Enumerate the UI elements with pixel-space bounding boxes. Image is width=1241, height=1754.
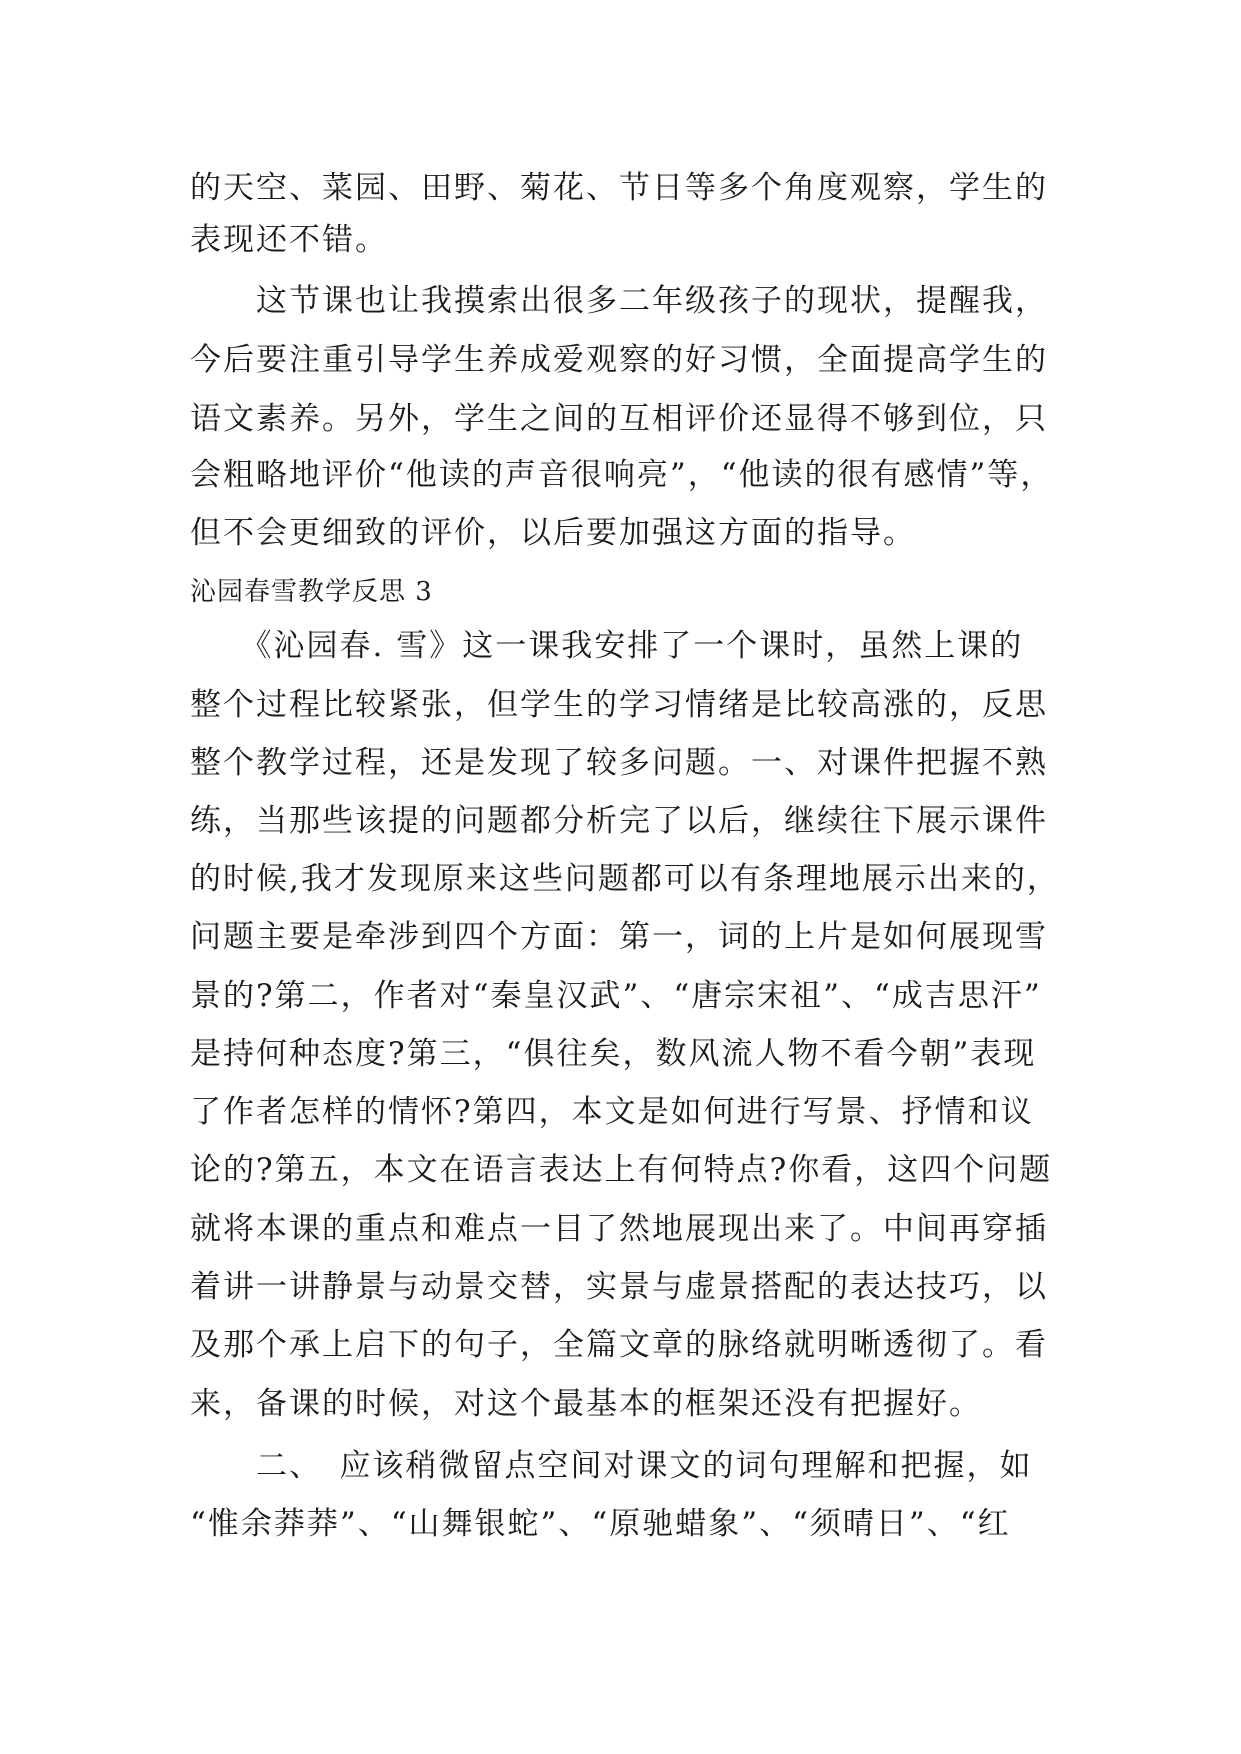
text-line: 问题主要是牵涉到四个方面：第一，词的上片是如何展现雪: [190, 919, 1048, 955]
text-line: 及那个承上启下的句子，全篇文章的脉络就明晰透彻了。看: [190, 1327, 1048, 1363]
text-line: 练，当那些该提的问题都分析完了以后，继续往下展示课件: [190, 803, 1048, 839]
text-line: 的时候,我才发现原来这些问题都可以有条理地展示出来的，: [190, 861, 1060, 897]
text-line: 来，备课的时候，对这个最基本的框架还没有把握好。: [190, 1386, 982, 1422]
text-line: 论的?第五，本文在语言表达上有何特点?你看，这四个问题: [190, 1152, 1053, 1188]
text-line: 语文素养。另外，学生之间的互相评价还显得不够到位，只: [190, 401, 1048, 437]
text-line: 这节课也让我摸索出很多二年级孩子的现状，提醒我，: [190, 283, 1048, 319]
text-line: “惟余莽莽”、“山舞银蛇”、“原驰蜡象”、“须晴日”、“红: [190, 1506, 1011, 1542]
section-heading: 沁园春雪教学反思 3: [190, 577, 433, 607]
text-line: 着讲一讲静景与动景交替，实景与虚景搭配的表达技巧，以: [190, 1269, 1048, 1305]
text-line: 的天空、菜园、田野、菊花、节日等多个角度观察，学生的: [190, 170, 1048, 206]
text-line: 整个过程比较紧张，但学生的学习情绪是比较高涨的，反思: [190, 687, 1048, 723]
text-line: 是持何种态度?第三，“俱往矣，数风流人物不看今朝”表现: [190, 1036, 1037, 1072]
text-line: 《沁园春. 雪》这一课我安排了一个课时，虽然上课的: [190, 628, 1024, 664]
text-line: 但不会更细致的评价，以后要加强这方面的指导。: [190, 515, 916, 551]
text-line: 就将本课的重点和难点一目了然地展现出来了。中间再穿插: [190, 1211, 1048, 1247]
text-line: 会粗略地评价“他读的声音很响亮”，“他读的很有感情”等，: [190, 457, 1054, 493]
text-line: 整个教学过程，还是发现了较多问题。一、对课件把握不熟: [190, 745, 1048, 781]
text-line: 二、 应该稍微留点空间对课文的词句理解和把握，如: [190, 1448, 1033, 1484]
text-line: 今后要注重引导学生养成爱观察的好习惯，全面提高学生的: [190, 342, 1048, 378]
text-line: 表现还不错。: [190, 222, 388, 258]
text-line: 了作者怎样的情怀?第四，本文是如何进行写景、抒情和议: [190, 1094, 1034, 1130]
text-line: 景的?第二，作者对“秦皇汉武”、“唐宗宋祖”、“成吉思汗”: [190, 978, 1042, 1014]
